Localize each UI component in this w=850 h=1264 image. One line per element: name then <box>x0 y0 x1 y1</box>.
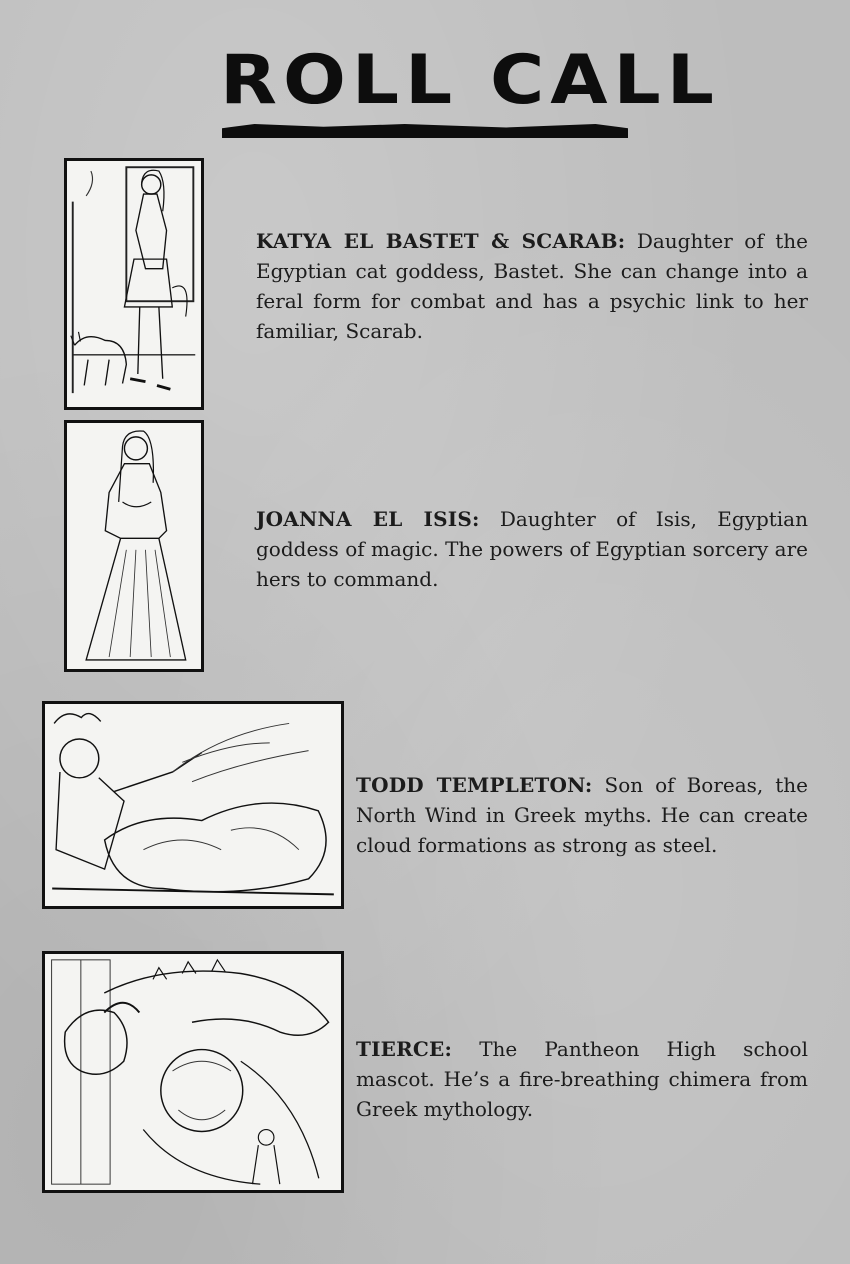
entry-name: KATYA EL BASTET & SCARAB: <box>256 229 626 253</box>
entry-name: JOANNA EL ISIS: <box>256 507 480 531</box>
entry-tierce <box>356 1034 808 1124</box>
entry-name: TIERCE: <box>356 1037 453 1061</box>
entry-description: Son of Boreas, the North Wind in Greek myths. He can create cloud formations as strong as steel. <box>356 773 809 857</box>
title-underline <box>222 124 628 138</box>
entry-description: The Pantheon High school mascot. He’s a fire-breathing chimera from Greek mythology. <box>356 1037 808 1121</box>
entry-todd <box>356 770 808 860</box>
katya-drawing <box>67 161 201 407</box>
entry-description: Daughter of Isis, Egyptian goddess of magic. The powers of Egyptian sorcery are hers to command. <box>256 507 808 591</box>
todd-drawing <box>45 704 341 906</box>
entry-joanna <box>256 504 808 594</box>
joanna-drawing <box>67 423 201 669</box>
tierce-illustration <box>42 951 344 1193</box>
tierce-drawing <box>45 954 341 1190</box>
joanna-illustration <box>64 420 204 672</box>
entry-name: TODD TEMPLETON: <box>356 773 593 797</box>
todd-illustration <box>42 701 344 909</box>
katya-illustration <box>64 158 204 410</box>
page-title: ROLL CALL <box>220 40 720 120</box>
entry-description: Daughter of the Egyptian cat goddess, Bastet. She can change into a feral form for combat and has a psychic link to her familiar, Scarab. <box>256 229 808 343</box>
entry-katya <box>256 226 808 346</box>
